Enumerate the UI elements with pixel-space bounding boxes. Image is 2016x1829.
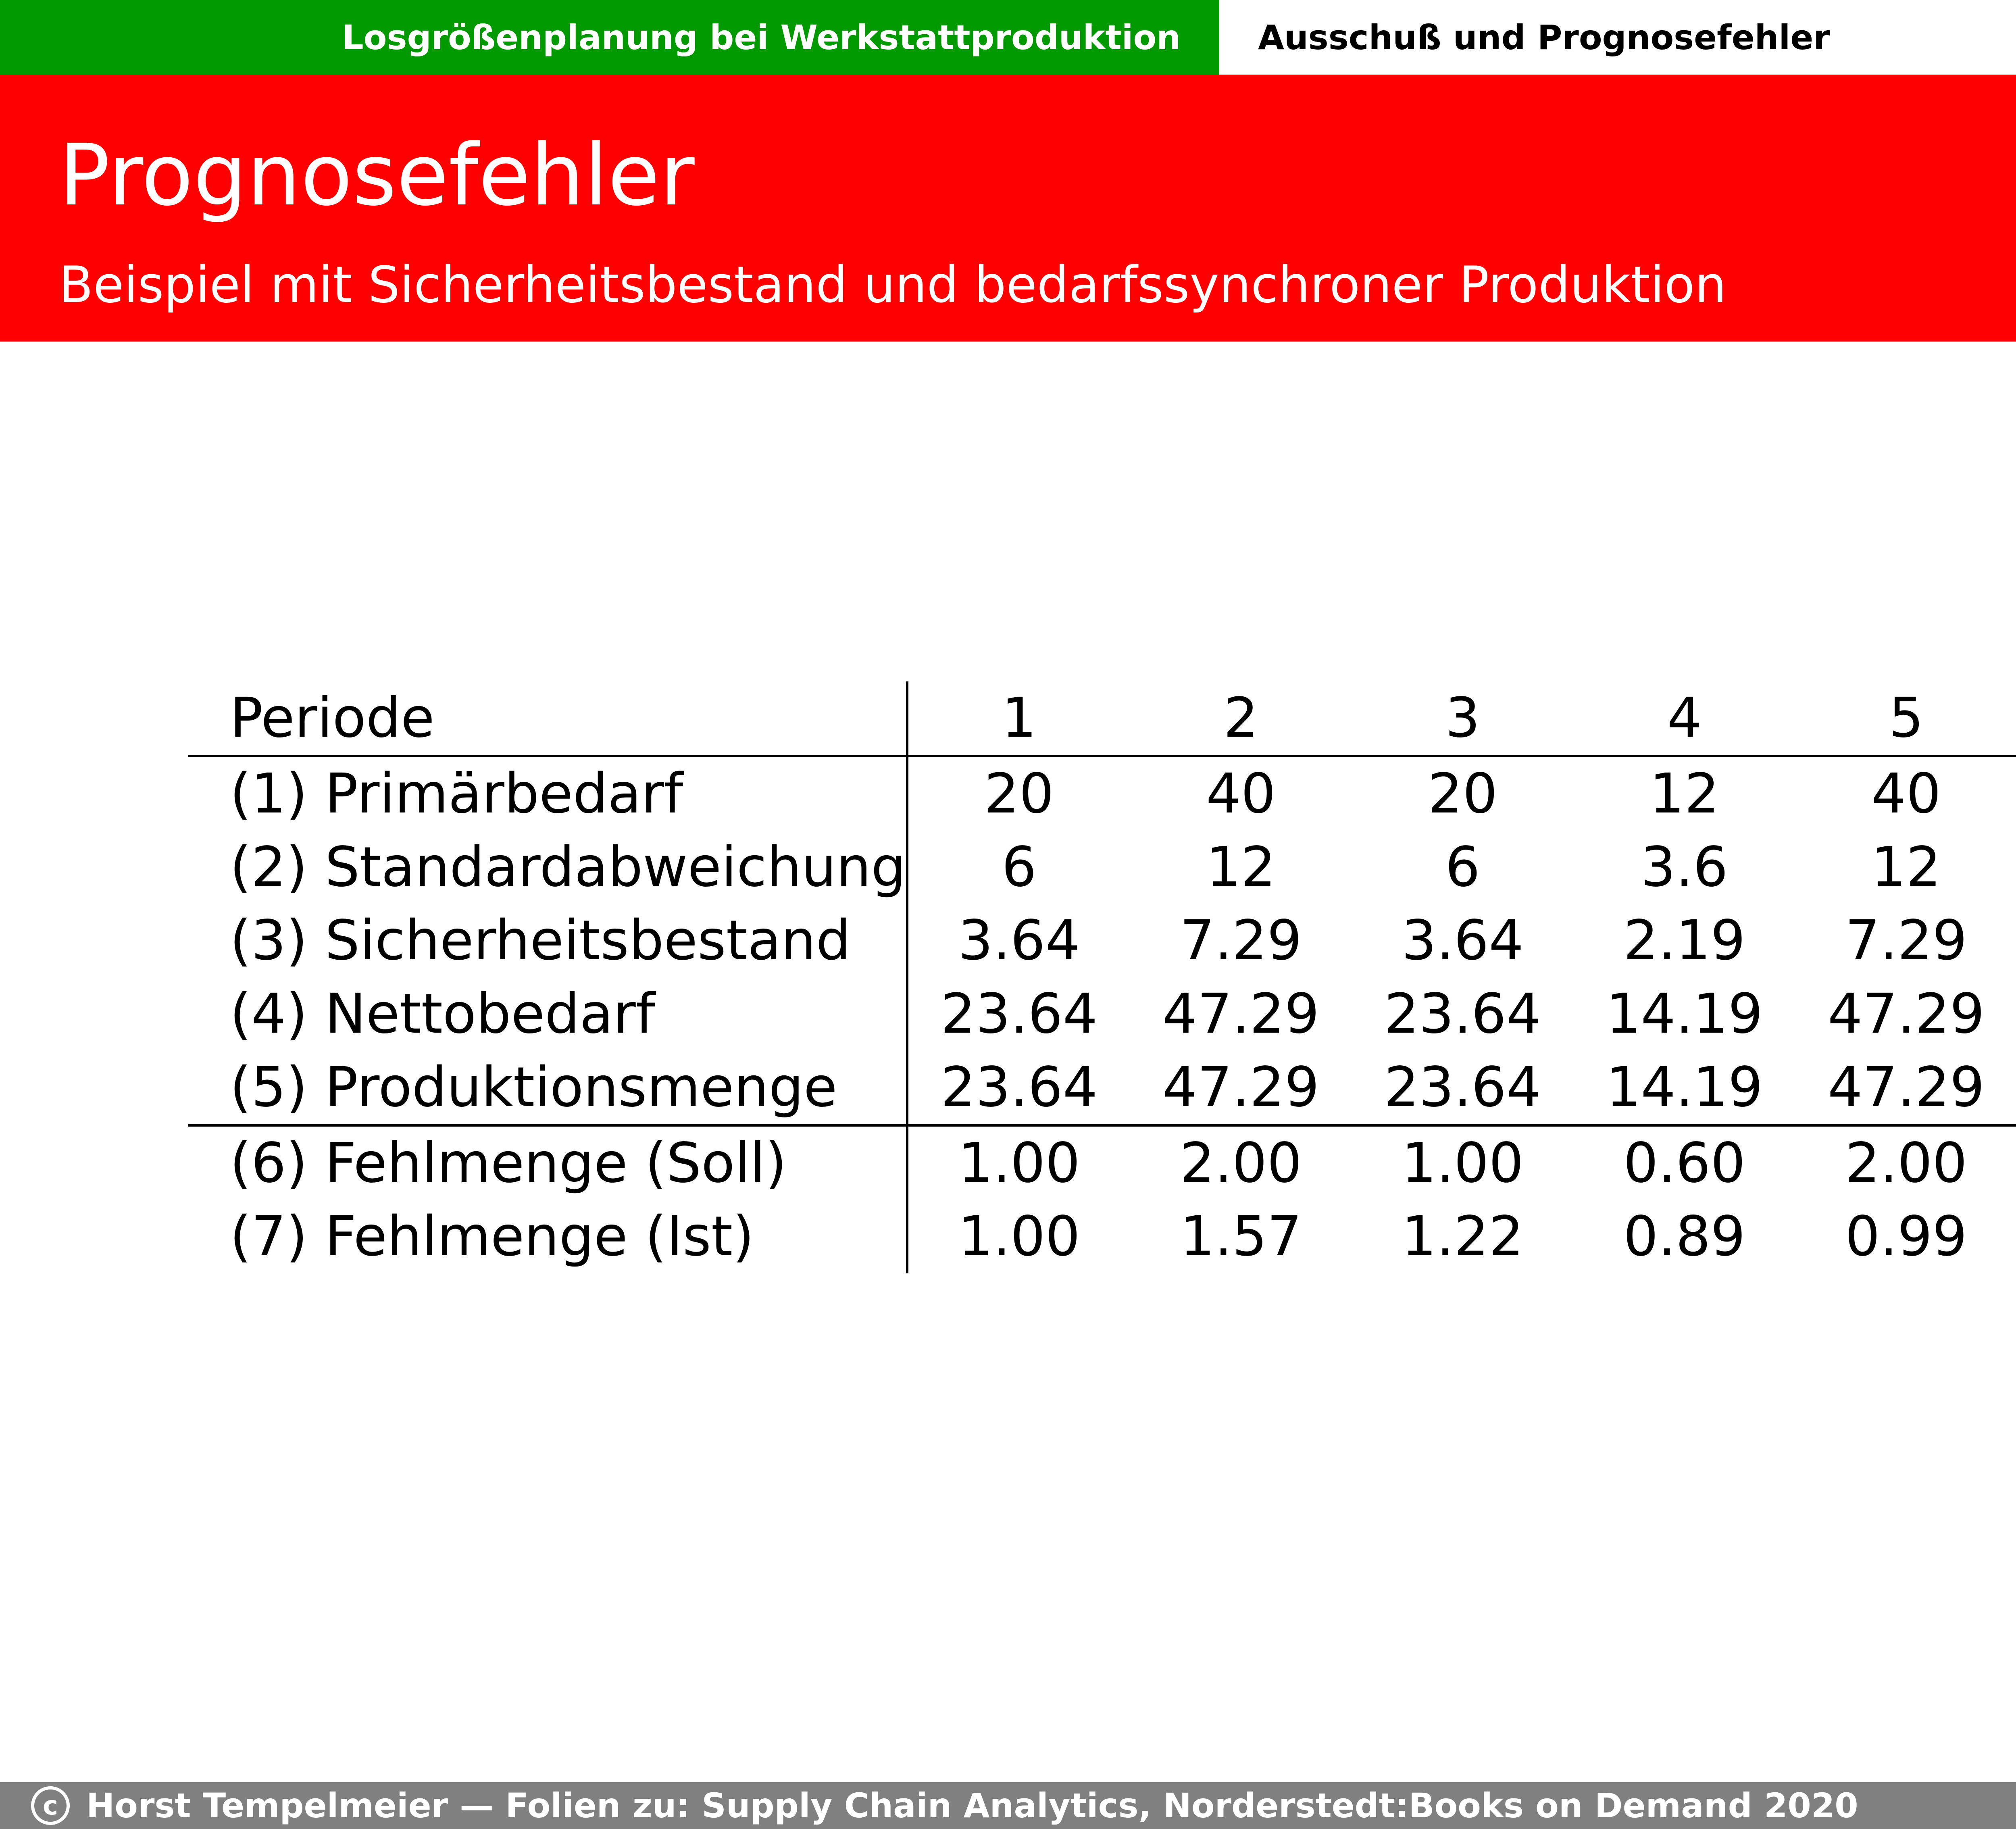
row-label: (5) Produktionsmenge (188, 1051, 907, 1125)
table-cell: 3.64 (958, 909, 1081, 973)
table-header-row (188, 681, 2016, 756)
table-cell: 47.29 (1162, 982, 1320, 1046)
table-row (188, 1051, 2016, 1125)
table-cell: 3.64 (1402, 909, 1524, 973)
table-cell: 1.22 (1402, 1205, 1524, 1269)
table-cell: 14.19 (1606, 982, 1763, 1046)
table-row (188, 904, 2016, 977)
table-cell: 7.29 (1180, 909, 1302, 973)
table-cell: 12 (1871, 835, 1941, 899)
row-label: (3) Sicherheitsbestand (188, 904, 907, 977)
table-cell: 23.64 (907, 1051, 1130, 1125)
slide-subtitle: Beispiel mit Sicherheitsbestand und bedarfssynchroner Produktion (59, 256, 1727, 314)
table-cell: 0.89 (1623, 1205, 1746, 1269)
table-cell: 1.00 (958, 1205, 1081, 1269)
header-subsection-label: Ausschuß und Prognosefehler (1258, 17, 1830, 57)
slide-title: Prognosefehler (59, 126, 695, 225)
table-cell: 2.00 (1845, 1131, 1968, 1195)
row-label: (1) Primärbedarf (188, 756, 907, 831)
header-section-label: Losgrößenplanung bei Werkstattproduktion (342, 17, 1181, 57)
table-cell: 0.99 (1845, 1205, 1968, 1269)
row-label: (7) Fehlmenge (Ist) (188, 1200, 907, 1273)
title-block (0, 75, 2016, 342)
table-cell: 1.57 (1180, 1205, 1302, 1269)
footer-credit: Horst Tempelmeier — Folien zu: Supply Chain Analytics, Norderstedt:Books on Demand 2020 (86, 1786, 1858, 1825)
header-bar (0, 0, 2016, 75)
table-cell: 0.60 (1623, 1131, 1746, 1195)
copyright-icon (29, 1784, 72, 1827)
table-row (188, 756, 2016, 831)
table-container (188, 681, 2016, 1273)
table-row (188, 1125, 2016, 1200)
header-subsection[interactable] (1219, 0, 2016, 75)
row-label: (6) Fehlmenge (Soll) (188, 1125, 907, 1200)
table-header-label: Periode (188, 681, 907, 756)
table-header-cell: 1 (907, 681, 1130, 756)
svg-text:c: c (43, 1791, 58, 1821)
table-row (188, 977, 2016, 1051)
table-cell: 1.00 (1402, 1131, 1524, 1195)
table-row (188, 1200, 2016, 1273)
table-cell: 2.19 (1623, 909, 1746, 973)
table-cell: 6 (1002, 835, 1037, 899)
table-cell: 23.64 (940, 982, 1098, 1046)
table-cell: 40 (1206, 762, 1276, 826)
table-cell: 23.64 (1384, 982, 1541, 1046)
table-cell: 1.00 (958, 1131, 1081, 1195)
table-cell: 23.64 (1352, 1051, 1574, 1125)
row-label: (2) Standardabweichung (188, 831, 907, 904)
table-cell: 47.29 (1795, 1051, 2016, 1125)
table-row (188, 831, 2016, 904)
table-cell: 6 (1445, 835, 1480, 899)
table-cell: 14.19 (1574, 1051, 1795, 1125)
table-header-cell: 2 (1130, 681, 1352, 756)
row-label: (4) Nettobedarf (188, 977, 907, 1051)
table-cell: 47.29 (1827, 982, 1985, 1046)
table-header-cell: 4 (1574, 681, 1795, 756)
table-cell: 20 (1428, 762, 1498, 826)
data-table (188, 681, 2016, 1273)
table-header-cell: 3 (1352, 681, 1574, 756)
header-section[interactable] (0, 0, 1219, 75)
table-cell: 7.29 (1845, 909, 1968, 973)
table-header-cell: 5 (1795, 681, 2016, 756)
table-cell: 12 (1206, 835, 1276, 899)
table-cell: 20 (984, 762, 1054, 826)
table-cell: 2.00 (1180, 1131, 1302, 1195)
table-cell: 40 (1871, 762, 1941, 826)
table-cell: 3.6 (1641, 835, 1728, 899)
table-cell: 12 (1649, 762, 1720, 826)
table-cell: 47.29 (1130, 1051, 1352, 1125)
footer-bar (0, 1782, 2016, 1829)
